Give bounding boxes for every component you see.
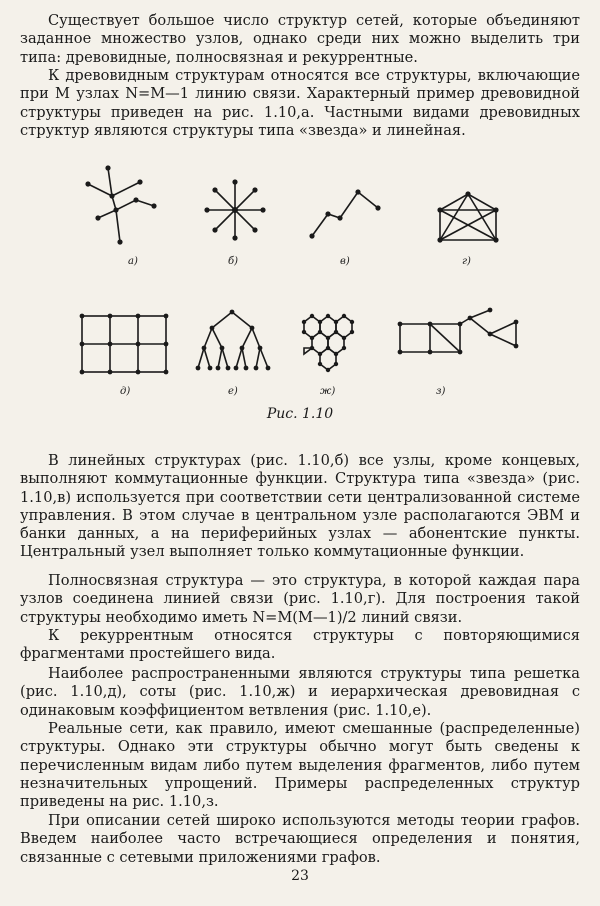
graph-mixed	[398, 308, 519, 355]
graph-tree	[85, 165, 156, 244]
page-number: 23	[291, 868, 309, 884]
paragraph-full-mesh: Полносвязная структура — это структура, в которой каждая пара узлов соединена линией связи (рис. 1.10,г). Для построения такой структуры необходимо иметь N=M(M—1)/2 линий связи.	[20, 572, 580, 626]
graph-full-mesh	[437, 191, 498, 242]
graph-hierarchy	[196, 310, 271, 371]
paragraph-real-networks: Реальные сети, как правило, имеют смешанные (распределенные) структуры. Однако эти структуры обычно могут быть сведены к перечисленным видам либо путем выделения фрагментов, либо путем незначительных упрощений. Примеры распределенных структур приведены на рис. 1.10,з.	[20, 720, 580, 811]
label-a: а)	[128, 256, 138, 267]
graph-lattice	[80, 314, 169, 375]
label-b: б)	[228, 256, 239, 267]
graph-linear	[309, 189, 380, 238]
label-zh: ж)	[320, 386, 336, 397]
paragraph-graph-theory: При описании сетей широко используются методы теории графов. Введем наиболее часто встречающиеся определения и понятия, связанные с сетевыми приложениями графов.	[20, 812, 580, 866]
paragraph-common-types: Наиболее распространенными являются структуры типа решетка (рис. 1.10,д), соты (рис. 1.10,ж) и иерархическая древовидная с одинаковым коэффициентом ветвления (рис. 1.10,е).	[20, 665, 580, 719]
label-g: г)	[462, 256, 471, 267]
figure-caption: Рис. 1.10	[266, 406, 334, 422]
figure-network-structures	[60, 160, 540, 430]
paragraph-linear-star: В линейных структурах (рис. 1.10,б) все узлы, кроме концевых, выполняют коммутационные функции. Структура типа «звезда» (рис. 1.10,в) используется при соответствии сети централизованной системе управления. В этом случае в центральном узле располагаются ЭВМ и банки данных, а на периферийных узлах — абонентские пункты. Центральный узел выполняет только коммутационные функции.	[20, 452, 580, 561]
label-z: з)	[436, 386, 446, 397]
figure-graphs	[60, 160, 540, 400]
paragraph-tree-structures: К древовидным структурам относятся все структуры, включающие при M узлах N=M—1 линию связи. Характерный пример древовидной структуры приведен на рис. 1.10,а. Частными видами древовидных структур являются структуры типа «звезда» и линейная.	[20, 67, 580, 139]
paragraph-recurrent: К рекуррентным относятся структуры с повторяющимися фрагментами простейшего вида.	[20, 627, 580, 663]
label-v: в)	[340, 256, 350, 267]
graph-honeycomb	[302, 314, 354, 372]
label-d: д)	[120, 386, 131, 397]
paragraph-network-types: Существует большое число структур сетей, которые объединяют заданное множество узлов, однако среди них можно выделить три типа: древовидные, полносвязная и рекуррентные.	[20, 12, 580, 66]
graph-star	[204, 179, 265, 240]
label-e: е)	[228, 386, 238, 397]
